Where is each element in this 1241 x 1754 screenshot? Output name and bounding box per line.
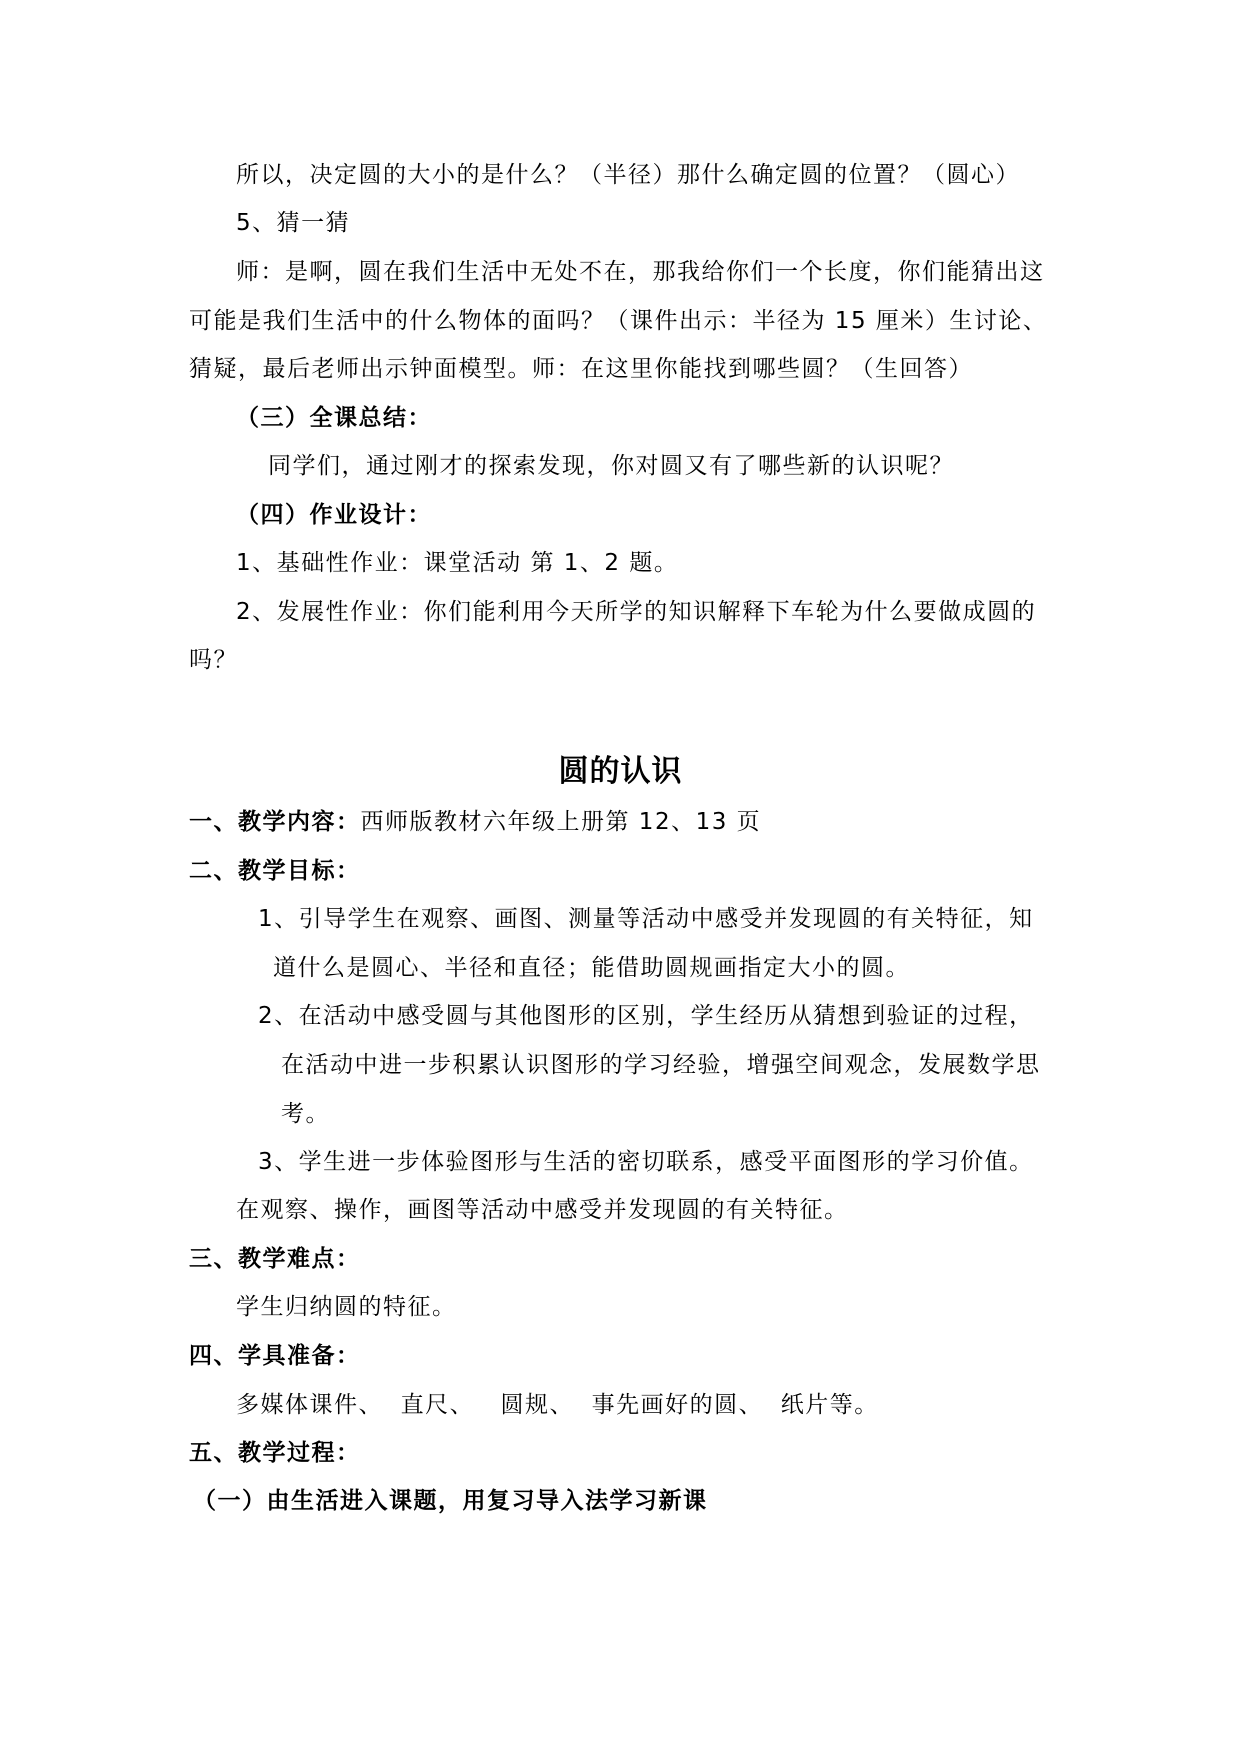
- paragraph-line: 师：是啊，圆在我们生活中无处不在，那我给你们一个长度，你们能猜出这: [236, 259, 1045, 285]
- goal-line: 2、在活动中感受圆与其他图形的区别，学生经历从猜想到验证的过程，: [258, 1003, 1034, 1029]
- goal-line: 3、学生进一步体验图形与生活的密切联系，感受平面图形的学习价值。: [258, 1149, 1034, 1175]
- section-text: 学生归纳圆的特征。: [236, 1294, 457, 1320]
- section-heading: 三、教学难点：: [189, 1246, 361, 1272]
- goal-line: 在活动中进一步积累认识图形的学习经验，增强空间观念，发展数学思: [281, 1052, 1041, 1078]
- section-row: [189, 807, 761, 837]
- goal-line: 道什么是圆心、半径和直径；能借助圆规画指定大小的圆。: [273, 955, 910, 981]
- section-heading: 四、学具准备：: [189, 1343, 361, 1369]
- paragraph-line: 1、基础性作业：课堂活动 第 1、2 题。: [236, 550, 679, 576]
- paragraph-line: 猜疑，最后老师出示钟面模型。师：在这里你能找到哪些圆？（生回答）: [189, 356, 973, 382]
- paragraph-line: 同学们，通过刚才的探索发现，你对圆又有了哪些新的认识呢？: [268, 453, 954, 479]
- goal-line: 在观察、操作，画图等活动中感受并发现圆的有关特征。: [236, 1197, 849, 1223]
- section-heading: 一、教学内容：: [189, 809, 361, 835]
- section-text: 多媒体课件、 直尺、 圆规、 事先画好的圆、 纸片等。: [236, 1392, 879, 1418]
- section-heading: 二、教学目标：: [189, 858, 361, 884]
- section-heading: （三）全课总结：: [236, 405, 432, 431]
- section-heading: 五、教学过程：: [189, 1440, 361, 1466]
- paragraph-line: 可能是我们生活中的什么物体的面吗？（课件出示：半径为 15 厘米）生讨论、: [189, 308, 1048, 334]
- paragraph-line: 所以，决定圆的大小的是什么？（半径）那什么确定圆的位置？（圆心）: [236, 162, 1020, 188]
- section-text: 西师版教材六年级上册第 12、13 页: [360, 809, 762, 835]
- paragraph-line: 2、发展性作业：你们能利用今天所学的知识解释下车轮为什么要做成圆的: [236, 599, 1037, 625]
- page-title: 圆的认识: [558, 754, 683, 789]
- goal-line: 考。: [281, 1101, 330, 1127]
- subsection-heading: （一）由生活进入课题，用复习导入法学习新课: [193, 1488, 708, 1514]
- section-heading: （四）作业设计：: [236, 502, 432, 528]
- paragraph-line: 吗？: [189, 647, 238, 673]
- paragraph-line: 5、猜一猜: [236, 210, 351, 236]
- goal-line: 1、引导学生在观察、画图、测量等活动中感受并发现圆的有关特征，知: [258, 906, 1034, 932]
